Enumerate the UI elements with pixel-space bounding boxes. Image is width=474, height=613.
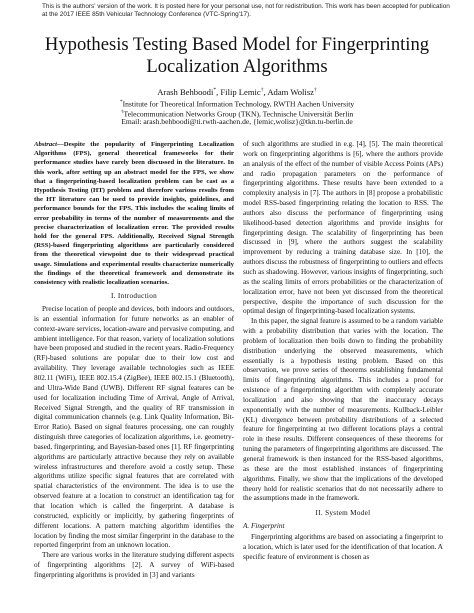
paper-title: Hypothesis Testing Based Model for Fingerprinting Localization Algorithms: [44, 34, 430, 77]
affiliation-sup: †: [120, 109, 124, 115]
author-sup: *: [213, 87, 217, 93]
publication-notice: This is the authors' version of the work. It is posted here for your personal use, not for redistribution. This work has been accepted for publication at the 2017 IEEE 85th Vehicular Technology Conference (VTC-Spring'17).: [42, 3, 450, 18]
author-list: Arash Behboodi*, Filip Lemic†, Adam Wolisz†: [157, 86, 317, 97]
section-heading-system-model: II. System Model: [315, 509, 371, 518]
paragraph: In this paper, the signal feature is assumed to be a random variable with a probability distribution that varies with the location. The problem of localization then boils down to finding the probability distribution underlying the observed measurements, which essentially is a hypothesis testing problem. Based on this observation, we prove series of theorems establishing fundamental limits of fingerprinting algorithms. This includes a proof for existence of a fingerprinting algorithm with completely accurate localization and also showing that the inaccuracy decays exponentially with the number of measurements. Kullback-Leibler (KL) divergence between probability distributions of a selected feature for fingerprinting at two different locations plays a central role in these results. Different consequences of these theorems for tuning the parameters of fingerprinting algorithms are discussed. The general framework is then instanced for the RSS-based algorithms, as these are the most established instances of fingerprinting algorithms. Finally, we show that the implications of the developed theory hold for realistic scenarios that do not necessarily adhere to the assumptions made in the framework.: [243, 317, 443, 503]
abstract-label: Abstract: [34, 141, 58, 148]
right-column: [243, 140, 443, 562]
affiliation-text: Institute for Theoretical Information Technology, RWTH Aachen University: [122, 99, 355, 109]
author-name: Adam Wolisz: [267, 86, 314, 97]
paragraph: of such algorithms are studied in e.g. [4], [5]. The main theoretical work on fingerprinting algorithms is [6], where the authors provide an analysis of the effect of the number of visible Access Points (APs) and radio propagation parameters on the performance of fingerprinting algorithms. These results have been extended to a complexity analysis in [7]. The authors in [8] propose a probabilistic model RSS-based fingerprinting relating the location to RSS. The authors also discuss the performance of fingerprinting using likelihood-based detection algorithms and provide insights for fingerprinting design. The scalability of fingerprinting has been discussed in [9], where the authors suggest the scalability improvement by reducing a training database size. In [10], the authors discuss the robustness of fingerprinting to outliers and effects such as shadowing. However, various insights of fingerprinting, such as the scaling limits of errors probabilities or the characterization of localization error, have not been yet discussed from the theoretical perspective, despite the importance of such discussion for the optimal design of fingerprinting-based localization systems.: [243, 140, 443, 316]
affiliation-text: Telecommunication Networks Group (TKN), Technische Universität Berlin: [123, 109, 354, 119]
author-sup: †: [260, 87, 264, 93]
affiliation-sup: *: [119, 99, 123, 105]
email-line: Email: arash.behboodi@ti.rwth-aachen.de, {lemic,wolisz}@tkn.tu-berlin.de: [121, 117, 353, 126]
author-sup: †: [313, 87, 317, 93]
paragraph: Precise location of people and devices, both indoors and outdoors, is an essential information for future networks as an enabler of context-aware services, location-aware and pervasive computing, and ambient intelligence. For that reason, variety of localization solutions have been proposed and studied in the recent years. Radio-Frequency (RF)-based solutions are popular due to their low cost and availability. They leverage available technologies such as IEEE 802.11 (WiFi), IEEE 802.15.4 (ZigBee), IEEE 802.15.1 (Bluetooth), and Ultra-Wide Band (UWB). Different RF signal features can be used for localization including Time of Arrival, Angle of Arrival, Received Signal Strength, and the quality of RF transmission in digital communication channels (e.g. Link Quality Information, Bit-Error Ratio). Based on signal features processing, one can roughly distinguish three categories of localization algorithms, i.e. geometry-based, fingerprinting, and Bayesian-based ones [1]. RF fingerprinting algorithms are particularly attractive because they rely on available wireless infrastructures and therefore avoid a costly setup. These algorithms utilize specific signal features that are correlated with spatial characteristics of the environment. The idea is to use the observed feature at a location to construct an identification tag for that location which is called the fingerprint. A database is constructed, explicitly or implicitly, by gathering fingerprints of different locations. A pattern matching algorithm identifies the location by finding the most similar fingerprint in the database to the reported fingerprint from an unknown location.: [34, 305, 235, 550]
left-column: [34, 140, 234, 581]
author-name: Filip Lemic: [220, 86, 261, 97]
paragraph: Fingerprinting algorithms are based on associating a fingerprint to a location, which is later used for the identification of that location. A specific feature of environment is chosen as: [243, 532, 443, 561]
abstract: [34, 140, 234, 287]
abstract-text: —Despite the popularity of Fingerprinting Localization Algorithms (FPS), general theoretical frameworks for their performance studies have rarely been discussed in the literature. In this work, after setting up an abstract model for the FPS, we show that a fingerprinting-based localization problem can be cast as a Hypothesis Testing (HT) problem and therefore various results from the HT literature can be used to provide insights, guidelines, and performance bounds for the FPS. This includes the scaling limits of error probability in terms of the number of measurements and the precise characterization of localization error. The provided results hold for the general FPS. Additionally, Received Signal Strength (RSS)-based fingerprinting algorithms are particularly considered from the theoretical viewpoint due to their widespread practical usage. Simulations and experimental results characterize numerically the findings of the theoretical framework and demonstrate its consistency with realistic localization scenarios.: [34, 141, 234, 287]
section-heading-introduction: I. Introduction: [110, 292, 158, 301]
author-name: Arash Behboodi: [157, 86, 214, 97]
paragraph: There are various works in the literature studying different aspects of fingerprinting algorithms [2]. A survey of WiFi-based fingerprinting algorithms is provided in [3] and variants: [34, 551, 234, 579]
subsection-heading-fingerprint: A. Fingerprint: [243, 522, 285, 531]
